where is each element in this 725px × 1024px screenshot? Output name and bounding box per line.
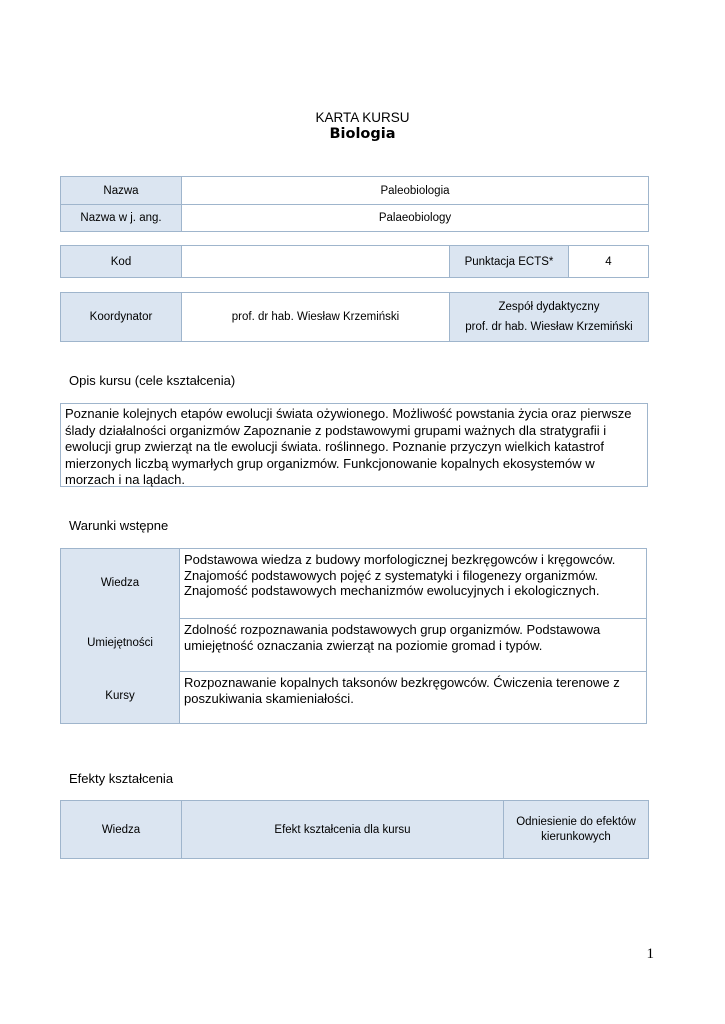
- description-box: Poznanie kolejnych etapów ewolucji świata ożywionego. Możliwość powstania życia oraz pierwsze ślady działalności organizmów Zapoznanie z podstawowymi grupami ważnych dla stratygrafii i ewolucji grup zwierząt na tle ewolucji świata. roślinnego. Poznanie przyczyn wielkich katastrof mierzonych liczbą wymarłych grup organizmów. Funkcjonowanie kopalnych ekosystemów w morzach i na lądach.: [60, 403, 648, 487]
- prerequisites-labels: [61, 549, 180, 723]
- name-en-label: Nazwa w j. ang.: [61, 205, 182, 232]
- name-table: [60, 176, 649, 232]
- outcomes-col-reference: Odniesienie do efektów kierunkowych: [504, 801, 649, 859]
- prerequisites-table: [60, 548, 647, 724]
- coordinator-label: Koordynator: [61, 293, 182, 342]
- name-en-value: Palaeobiology: [182, 205, 649, 232]
- outcomes-heading: Efekty kształcenia: [69, 771, 174, 786]
- outcomes-col-knowledge: Wiedza: [61, 801, 182, 859]
- team-cell: [450, 293, 649, 342]
- ects-label: Punktacja ECTS*: [450, 246, 569, 278]
- ects-value: 4: [569, 246, 649, 278]
- name-value: Paleobiologia: [182, 177, 649, 205]
- page-subtitle: Biologia: [329, 126, 396, 142]
- page-title: KARTA KURSU: [315, 110, 410, 125]
- page-number: 1: [646, 946, 654, 962]
- description-heading: Opis kursu (cele kształcenia): [69, 373, 236, 388]
- name-label: Nazwa: [61, 177, 182, 205]
- outcomes-table: [60, 800, 649, 859]
- skills-label: Umiejętności: [87, 637, 153, 649]
- code-table: [60, 245, 649, 278]
- knowledge-text: Podstawowa wiedza z budowy morfologicznej bezkręgowców i kręgowców. Znajomość podstawowych pojęć z systematyki i filogenezy organizmów. Znajomość podstawowych mechanizmów ewolucyjnych i ekologicznych.: [184, 552, 616, 598]
- coordinator-table: [60, 292, 649, 342]
- code-label: Kod: [61, 246, 182, 278]
- courses-text: Rozpoznawanie kopalnych taksonów bezkręgowców. Ćwiczenia terenowe z poszukiwania skamieniałości.: [184, 675, 620, 706]
- team-label: Zespół dydaktyczny: [498, 301, 600, 313]
- knowledge-label: Wiedza: [100, 577, 140, 589]
- courses-label: Kursy: [105, 690, 135, 702]
- team-value: prof. dr hab. Wiesław Krzemiński: [465, 321, 633, 333]
- code-value: [182, 246, 450, 278]
- prerequisites-heading: Warunki wstępne: [69, 518, 169, 533]
- coordinator-value: prof. dr hab. Wiesław Krzemiński: [182, 293, 450, 342]
- outcomes-col-effect: Efekt kształcenia dla kursu: [182, 801, 504, 859]
- skills-text: Zdolność rozpoznawania podstawowych grup organizmów. Podstawowa umiejętność oznaczania zwierząt na poziomie gromad i typów.: [184, 622, 601, 653]
